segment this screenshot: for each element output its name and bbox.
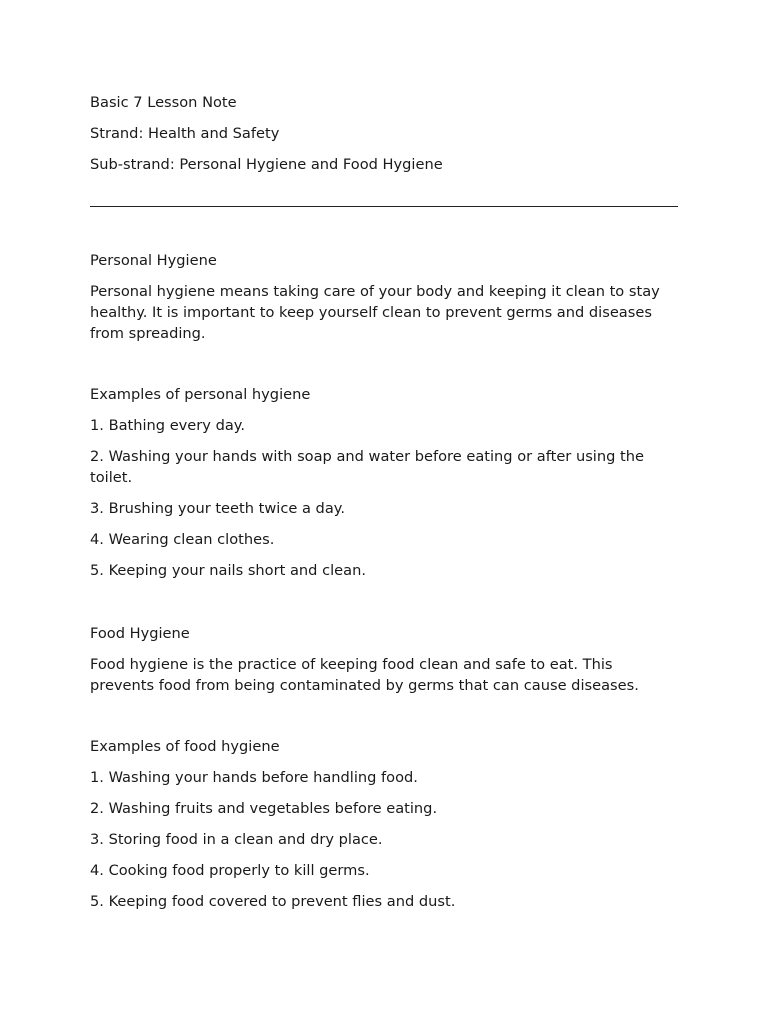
food-hygiene-paragraph: Food hygiene is the practice of keeping food clean and safe to eat. This prevents food from being contaminated by germs that can cause diseases. [90, 656, 639, 694]
list-item: 1. Bathing every day. [90, 417, 245, 434]
food-hygiene-heading: Food Hygiene [90, 625, 190, 642]
food-examples-heading: Examples of food hygiene [90, 738, 280, 755]
horizontal-divider [90, 206, 678, 207]
document-title: Basic 7 Lesson Note [90, 94, 237, 111]
list-item: 5. Keeping food covered to prevent flies and dust. [90, 893, 456, 910]
list-item: 2. Washing fruits and vegetables before eating. [90, 800, 438, 817]
list-item: 4. Cooking food properly to kill germs. [90, 862, 370, 879]
strand-line: Strand: Health and Safety [90, 125, 280, 142]
personal-hygiene-heading: Personal Hygiene [90, 252, 217, 269]
list-item: 2. Washing your hands with soap and water before eating or after using the toilet. [90, 448, 644, 486]
list-item: 4. Wearing clean clothes. [90, 531, 275, 548]
list-item: 5. Keeping your nails short and clean. [90, 562, 366, 579]
document-body [90, 92, 678, 912]
personal-examples-heading: Examples of personal hygiene [90, 386, 311, 403]
personal-hygiene-paragraph: Personal hygiene means taking care of your body and keeping it clean to stay healthy. It is important to keep yourself clean to prevent germs and diseases from spreading. [90, 283, 660, 342]
list-item: 3. Brushing your teeth twice a day. [90, 500, 345, 517]
substrand-line: Sub-strand: Personal Hygiene and Food Hygiene [90, 156, 443, 173]
personal-examples-list [90, 415, 678, 581]
food-examples-list [90, 767, 678, 912]
list-item: 3. Storing food in a clean and dry place. [90, 831, 383, 848]
list-item: 1. Washing your hands before handling food. [90, 769, 418, 786]
